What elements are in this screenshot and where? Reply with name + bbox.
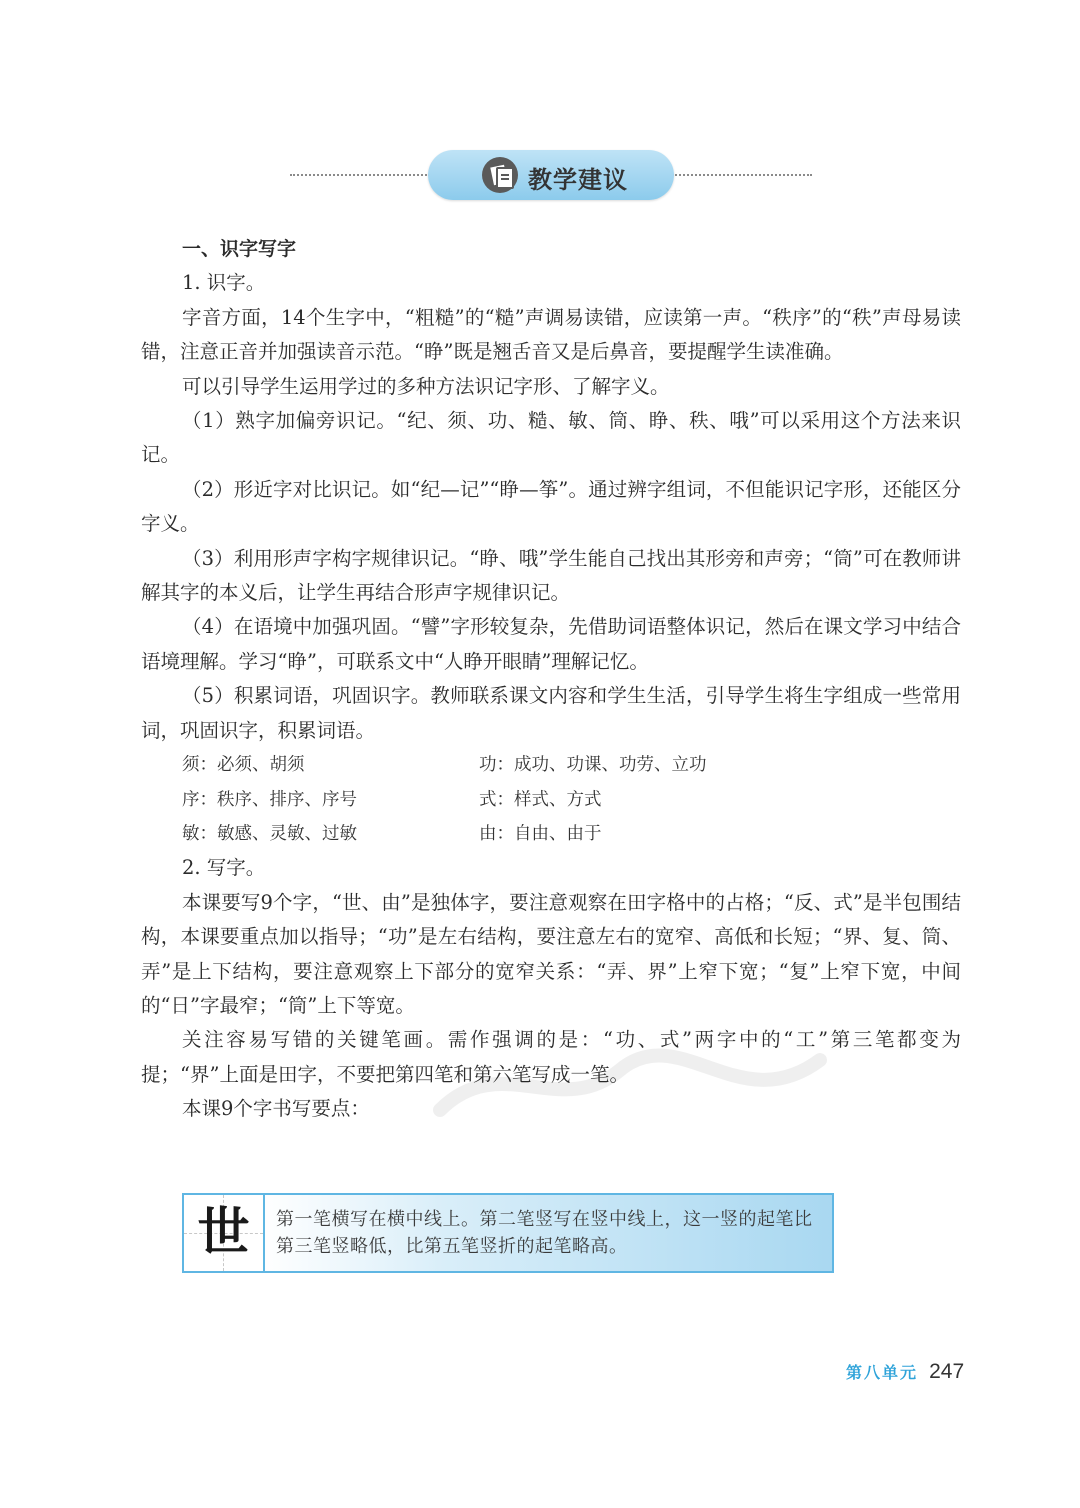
- unit-label: 第八单元: [846, 1363, 919, 1382]
- character-writing-card: [182, 1193, 834, 1273]
- method-3: （3）利用形声字构字规律识记。“睁、哦”学生能自己找出其形旁和声旁；“筒”可在教师讲解其字的本义后，让学生再结合形声字规律识记。: [141, 546, 961, 605]
- paragraph-pronunciation: 字音方面，14个生字中，“粗糙”的“糙”声调易读错，应读第一声。“秩序”的“秩”声母易读错，注意正音并加强读音示范。“睁”既是翘舌音又是后鼻音，要提醒学生读准确。: [141, 305, 961, 364]
- paragraph-structure: 本课要写9个字，“世、由”是独体字，要注意观察在田字格中的占格；“反、式”是半包围结构，本课要重点加以指导；“功”是左右结构，要注意左右的宽窄、高低和长短；“界、复、筒、弄”是上下结构，要注意观察上下部分的宽窄关系：“弄、界”上窄下宽；“复”上窄下宽，中间的“日”字最窄；“筒”上下等宽。: [141, 890, 961, 1017]
- word-item: 式：样式、方式: [479, 789, 602, 810]
- card-character: 世: [197, 1202, 250, 1263]
- watermark-brush-mark: [420, 1030, 840, 1140]
- header-dotted-rule-left: [290, 174, 430, 176]
- method-4: （4）在语境中加强巩固。“譬”字形较复杂，先借助词语整体识记，然后在课文学习中结合语境理解。学习“睁”，可联系文中“人睁开眼睛”理解记忆。: [141, 615, 961, 673]
- word-item: 由：自由、由于: [479, 823, 602, 844]
- word-list: [182, 748, 961, 851]
- paragraph-points-intro: 本课9个字书写要点：: [182, 1097, 370, 1121]
- word-item: 须：必须、胡须: [182, 755, 305, 776]
- header-dotted-rule-right: [672, 174, 812, 176]
- page-footer: [846, 1360, 964, 1384]
- subheading-writing: 2. 写字。: [182, 856, 266, 880]
- main-text: [141, 232, 961, 1127]
- method-5: （5）积累词语，巩固识字。教师联系课文内容和学生生活，引导学生将生字组成一些常用词，巩固识字，积累词语。: [141, 684, 961, 742]
- subheading-recognition: 1. 识字。: [182, 271, 266, 295]
- tianzige-cell: [184, 1195, 265, 1271]
- teaching-icon: [482, 157, 518, 193]
- method-2: （2）形近字对比识记。如“纪—记”“睁—筝”。通过辨字组词，不但能识记字形，还能区分字义。: [141, 477, 961, 536]
- heading-literacy: 一、识字写字: [182, 238, 297, 260]
- page-number: 247: [929, 1360, 965, 1383]
- method-1: （1）熟字加偏旁识记。“纪、须、功、糙、敏、筒、睁、秩、哦”可以采用这个方法来识记。: [141, 409, 961, 467]
- word-item: 敏：敏感、灵敏、过敏: [182, 823, 357, 844]
- section-title: 教学建议: [528, 166, 628, 194]
- section-header: [290, 150, 812, 202]
- paragraph-methods-intro: 可以引导学生运用学过的多种方法识记字形、了解字义。: [182, 374, 670, 398]
- paragraph-key-strokes: 关注容易写错的关键笔画。需作强调的是：“功、式”两字中的“工”第三笔都变为提；“界”上面是田字，不要把第四笔和第六笔写成一笔。: [141, 1028, 961, 1086]
- section-title-pill: [428, 150, 674, 200]
- word-item: 序：秩序、排序、序号: [182, 789, 357, 810]
- word-item: 功：成功、功课、功劳、立功: [479, 755, 707, 776]
- card-description: 第一笔横写在横中线上。第二笔竖写在竖中线上，这一竖的起笔比第三笔竖略低，比第五笔竖折的起笔略高。: [276, 1209, 813, 1257]
